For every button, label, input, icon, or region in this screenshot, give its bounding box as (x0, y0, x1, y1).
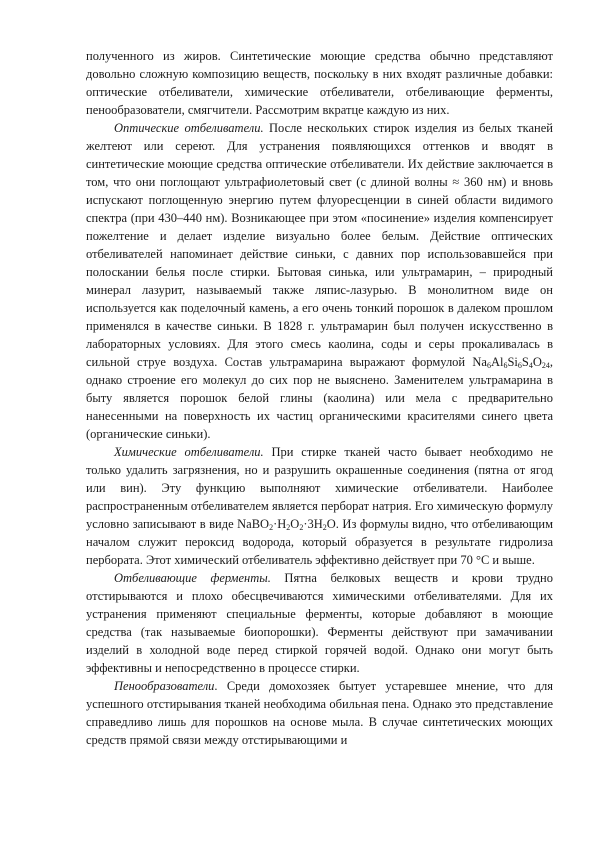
term-heading: Отбеливающие ферменты. (114, 571, 271, 585)
paragraph-text: . Из формулы видно, что отбеливающим началом служит пероксид водорода, который образуется в результате гидролиза пербората. Этот химический отбеливатель эффективно действует при 70 °С и выше. (86, 517, 553, 567)
paragraph-text: Пятна белковых веществ и крови трудно отстирываются и плохо обесцвечиваются химическими отбеливателями. Для их устранения применяют специальные ферменты, которые добавляют в моющие средства (так называемые биопорошки). Ферменты действуют при замачивании изделий в холодной воде перед стиркой горячей водой. Однако они могут быть эффективны и непосредственно в процессе стирки. (86, 571, 553, 675)
paragraph-text: , однако строение его молекул до сих пор не выяснено. Заменителем ультрамарина в быту является порошок белой глины (каолина) или мела с предварительно нанесенными на поверхность их частиц органическими красителями синего цвета (органические синьки). (86, 355, 553, 441)
paragraph-optical-brighteners (86, 119, 553, 443)
paragraph-text: полученного из жиров. Синтетические моющие средства обычно представляют довольно сложную композицию веществ, поскольку в них входят различные добавки: оптические отбеливатели, химические отбеливатели, отбеливающие ферменты, пенообразователи, смягчители. Рассмотрим вкратце каждую из них. (86, 49, 553, 117)
paragraph-chemical-bleaches (86, 443, 553, 569)
ultramarine-formula: $Na_6Al_6Si_6S_4O_{24}$ (472, 355, 550, 370)
paragraph-text: . Среди домохозяек бытует устаревшее мнение, что для успешного отстирывания тканей необходима обильная пена. Однако это представление справедливо лишь для порошков на основе мыла. В случае синтетических моющих средств прямой связи между отстирывающими и (86, 679, 553, 747)
paragraph-text: После нескольких стирок изделия из белых тканей желтеют или сереют. Для устранения появляющихся оттенков и вводят в синтетические моющие средства оптические отбеливатели. Их действие заключается в том, что они поглощают ультрафиолетовый свет (с длиной волны ≈ 360 нм) и вновь испускают поглощенную энергию путем флуоресценции в синей области видимого спектра (при 430–440 нм). Возникающее при этом «посинение» изделия компенсирует пожелтение и делает изделие визуально более белым. Действие оптических отбеливателей напоминает действие синьки, с давних пор использовавшейся при полоскании белья после стирки. Бытовая синька, или ультрамарин, – природный минерал лазурит, называемый также ляпис-лазурью. В монолитном виде он используется как поделочный камень, а его очень тонкий порошок в далеком прошлом применялся в качестве синьки. В 1828 г. ультрамарин был получен искусственно в лабораторных условиях. Для этого смесь каолина, соды и серы прокаливалась в сильной струе воздуха. Состав ультрамарина выражают формулой (86, 121, 553, 369)
term-heading: Оптические отбеливатели. (114, 121, 264, 135)
document-page (86, 47, 553, 749)
paragraph-text: При стирке тканей часто бывает необходимо не только удалить загрязнения, но и разрушить окрашенные соединения (пятна от ягод или вин). Эту функцию выполняют химические отбеливатели. Наиболее распространенным отбеливателем является перборат натрия. Его химическую формулу условно записывают в виде (86, 445, 553, 531)
paragraph-intro (86, 47, 553, 119)
term-heading: Пенообразователи (114, 679, 215, 693)
paragraph-bleaching-enzymes (86, 569, 553, 677)
perborate-formula: $NaBO_2\cdot H_2O_2\cdot 3H_2O$ (237, 517, 336, 532)
paragraph-foaming-agents (86, 677, 553, 749)
term-heading: Химические отбеливатели. (114, 445, 264, 459)
